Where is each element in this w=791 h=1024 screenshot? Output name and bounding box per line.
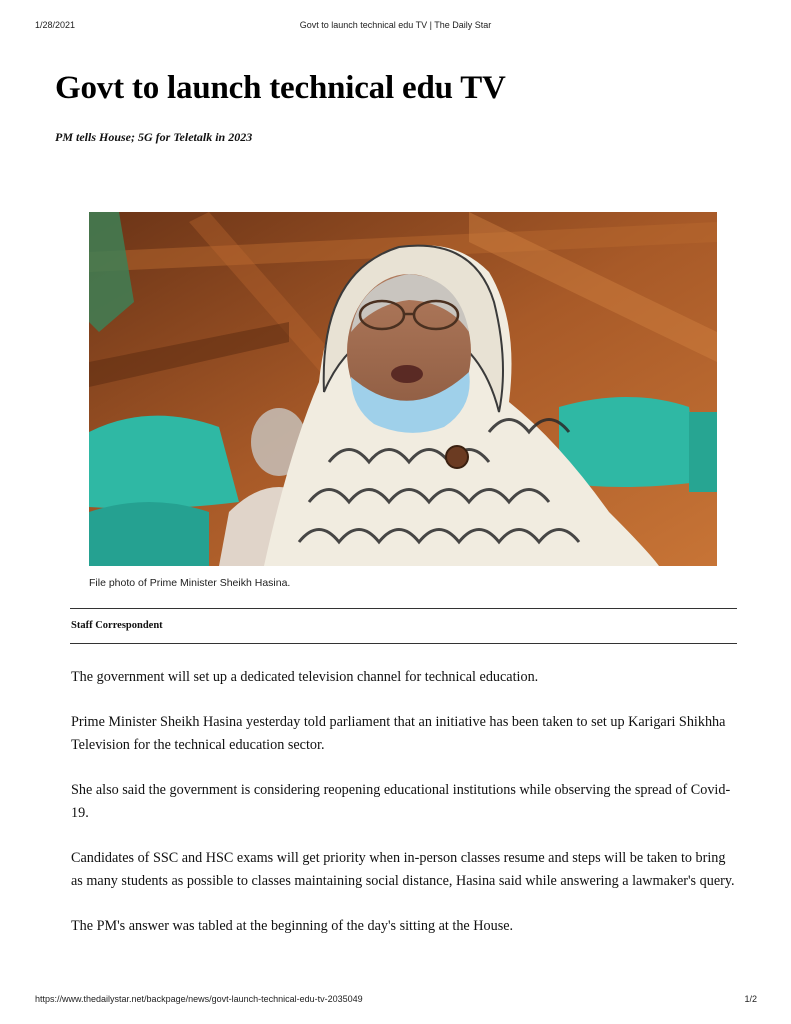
print-page-number: 1/2 [744, 994, 757, 1004]
article-byline: Staff Correspondent [71, 620, 163, 631]
article-body [71, 666, 739, 959]
print-page-title: Govt to launch technical edu TV | The Daily Star [299, 20, 492, 30]
photo-illustration [89, 212, 717, 566]
article-subheadline: PM tells House; 5G for Teletalk in 2023 [55, 130, 253, 144]
byline-top-divider [70, 608, 737, 609]
article-paragraph: The PM's answer was tabled at the beginning of the day's sitting at the House. [71, 917, 514, 934]
byline-bottom-divider [70, 643, 737, 644]
print-date: 1/28/2021 [35, 20, 76, 30]
article-paragraph: Prime Minister Sheikh Hasina yesterday told parliament that an initiative has been taken to set up Karigari Shikhha Television for the technical education sector. [71, 713, 726, 753]
photo-caption: File photo of Prime Minister Sheikh Hasina. [89, 577, 291, 589]
article-paragraph: The government will set up a dedicated television channel for technical education. [71, 669, 539, 685]
article-paragraph: Candidates of SSC and HSC exams will get priority when in-person classes resume and steps will be taken to bring as many students as possible to classes maintaining social distance, Hasina said while answering a lawmaker's query. [71, 849, 735, 889]
article-headline: Govt to launch technical edu TV [55, 70, 506, 106]
print-footer-url[interactable]: https://www.thedailystar.net/backpage/news/govt-launch-technical-edu-tv-2035049 [35, 994, 363, 1004]
article-photo [89, 212, 717, 566]
article-paragraph: She also said the government is considering reopening educational institutions while observing the spread of Covid-19. [71, 781, 731, 821]
